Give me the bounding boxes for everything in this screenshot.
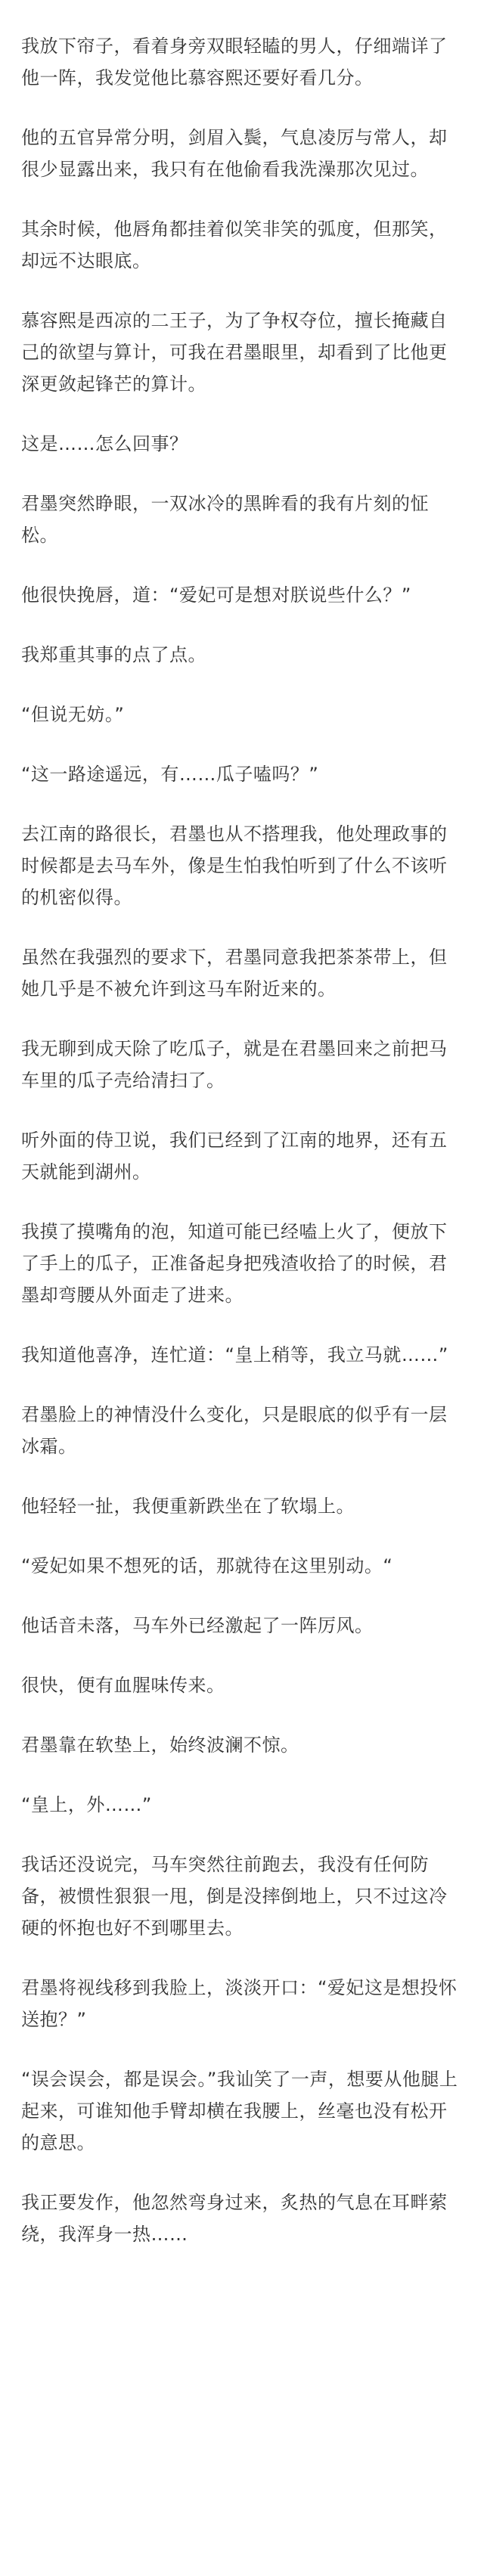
paragraph-2: 他的五官异常分明，剑眉入鬓，气息凌厉与常人，却很少显露出来，我只有在他偷看我洗澡那次见过。 bbox=[21, 127, 448, 180]
paragraph-10: “这一路途遥远，有……瓜子嗑吗？” bbox=[21, 764, 319, 785]
paragraph-26: “误会误会，都是误会。”我讪笑了一声，想要从他腿上起来，可谁知他手臂却横在我腰上，丝毫也没有松开的意思。 bbox=[21, 2069, 458, 2153]
paragraph-18: 他轻轻一扯，我便重新跌坐在了软塌上。 bbox=[21, 1496, 355, 1517]
paragraph-27: 我正要发作，他忽然弯身过来，炙热的气息在耳畔萦绕，我浑身一热…… bbox=[21, 2192, 448, 2245]
paragraph-21: 很快，便有血腥味传来。 bbox=[21, 1675, 225, 1696]
paragraph-17: 君墨脸上的神情没什么变化，只是眼底的似乎有一层冰霜。 bbox=[21, 1404, 448, 1457]
paragraph-20: 他话音未落，马车外已经激起了一阵厉风。 bbox=[21, 1615, 374, 1636]
paragraph-7: 他很快挽唇，道：“爱妃可是想对朕说些什么？” bbox=[21, 584, 411, 606]
paragraph-5: 这是……怎么回事？ bbox=[21, 433, 188, 454]
paragraph-14: 听外面的侍卫说，我们已经到了江南的地界，还有五天就能到湖州。 bbox=[21, 1130, 448, 1183]
paragraph-3: 其余时候，他唇角都挂着似笑非笑的弧度，但那笑，却远不达眼底。 bbox=[21, 219, 448, 271]
paragraph-22: 君墨靠在软垫上，始终波澜不惊。 bbox=[21, 1734, 299, 1756]
paragraph-8: 我郑重其事的点了点。 bbox=[21, 644, 206, 665]
paragraph-1: 我放下帘子，看着身旁双眼轻瞌的男人，仔细端详了他一阵，我发觉他比慕容熙还要好看几分。 bbox=[21, 36, 448, 88]
paragraph-16: 我知道他喜净，连忙道：“皇上稍等，我立马就……” bbox=[21, 1344, 448, 1365]
paragraph-25: 君墨将视线移到我脸上，淡淡开口：“爱妃这是想投怀送抱？” bbox=[21, 1977, 458, 2030]
paragraph-12: 虽然在我强烈的要求下，君墨同意我把茶茶带上，但她几乎是不被允许到这马车附近来的。 bbox=[21, 947, 448, 1000]
paragraph-13: 我无聊到成天除了吃瓜子，就是在君墨回来之前把马车里的瓜子壳给清扫了。 bbox=[21, 1038, 448, 1091]
paragraph-15: 我摸了摸嘴角的泡，知道可能已经嗑上火了，便放下了手上的瓜子，正准备起身把残渣收拾了的时候，君墨却弯腰从外面走了进来。 bbox=[21, 1221, 448, 1306]
paragraph-24: 我话还没说完，马车突然往前跑去，我没有任何防备，被惯性狠狠一甩，倒是没摔倒地上，只不过这冷硬的怀抱也好不到哪里去。 bbox=[21, 1854, 448, 1939]
paragraph-11: 去江南的路很长，君墨也从不搭理我，他处理政事的时候都是去马车外，像是生怕我怕听到了什么不该听的机密似得。 bbox=[21, 823, 448, 908]
paragraph-23: “皇上，外……” bbox=[21, 1794, 152, 1815]
paragraph-6: 君墨突然睁眼，一双冰冷的黑眸看的我有片刻的怔松。 bbox=[21, 493, 429, 546]
paragraph-4: 慕容熙是西凉的二王子，为了争权夺位，擅长掩藏自己的欲望与算计，可我在君墨眼里，却看到了比他更深更敛起锋芒的算计。 bbox=[21, 310, 448, 395]
paragraph-9: “但说无妨。” bbox=[21, 704, 125, 725]
paragraph-19: “爱妃如果不想死的话，那就待在这里别动。“ bbox=[21, 1555, 393, 1576]
